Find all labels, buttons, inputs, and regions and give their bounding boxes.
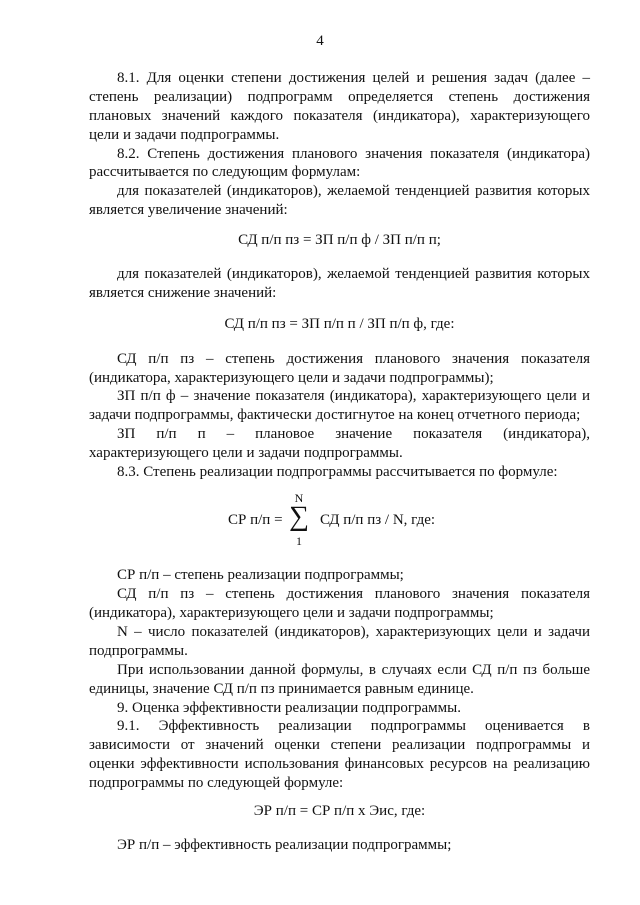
sum-lower-limit: 1 [296, 534, 302, 548]
definition-line: ЗП п/п ф – значение показателя (индикатора), характеризующего цели и [117, 388, 590, 404]
para-8-1-line: степень реализации) подпрограмм определяется степень достижения [89, 89, 590, 105]
para-9-1-line: 9.1. Эффективность реализации подпрограммы оценивается в [117, 718, 590, 734]
definition-line: СР п/п – степень реализации подпрограммы; [117, 567, 404, 583]
para-8-3-line: 8.3. Степень реализации подпрограммы рассчитывается по формуле: [117, 464, 558, 480]
definition-line: ЭР п/п – эффективность реализации подпрограммы; [117, 837, 452, 853]
definition-line: подпрограммы. [89, 643, 188, 659]
definition-line: ЗП п/п п – плановое значение показателя (индикатора), [117, 426, 590, 442]
para-8-1-line: плановых значений каждого показателя (индикатора), характеризующего [89, 108, 590, 124]
para-8-2-line: 8.2. Степень достижения планового значения показателя (индикатора) [117, 146, 590, 162]
para-increase-line: для показателей (индикаторов), желаемой тенденцией развития которых [117, 183, 590, 199]
para-8-2-line: рассчитывается по следующим формулам: [89, 164, 361, 180]
sum-upper-limit: N [294, 491, 304, 505]
definition-line: СД п/п пз – степень достижения планового значения показателя [117, 586, 590, 602]
para-9-1-line: подпрограммы по следующей формуле: [89, 775, 344, 791]
formula-increase: СД п/п пз = ЗП п/п ф / ЗП п/п п; [238, 232, 441, 248]
note-line: единицы, значение СД п/п пз принимается равным единице. [89, 681, 474, 697]
para-8-1-line: 8.1. Для оценки степени достижения целей и решения задач (далее – [117, 70, 590, 86]
definition-line: СД п/п пз – степень достижения планового значения показателя [117, 351, 590, 367]
definition-line: (индикатора, характеризующего цели и задачи подпрограммы); [89, 370, 494, 386]
formula-efficiency: ЭР п/п = СР п/п х Эис, где: [253, 803, 426, 819]
sum-formula-right: СД п/п пз / N, где: [320, 512, 436, 528]
definition-line: задачи подпрограммы, фактически достигнутое на конец отчетного периода; [89, 407, 581, 423]
section-9-heading: 9. Оценка эффективности реализации подпрограммы. [117, 700, 461, 716]
para-9-1-line: зависимости от значений оценки степени реализации подпрограммы и [89, 737, 590, 753]
formula-decrease: СД п/п пз = ЗП п/п п / ЗП п/п ф, где: [224, 316, 455, 332]
sum-sigma: ∑ [289, 501, 309, 532]
sum-formula-left: СР п/п = [228, 512, 283, 528]
definition-line: (индикатора), характеризующего цели и задачи подпрограммы; [89, 605, 494, 621]
para-decrease-line: является снижение значений: [89, 285, 277, 301]
para-decrease-line: для показателей (индикаторов), желаемой тенденцией развития которых [117, 266, 590, 282]
page-number: 4 [316, 33, 324, 49]
para-9-1-line: оценки эффективности использования финансовых ресурсов на реализацию [89, 756, 590, 772]
note-line: При использовании данной формулы, в случаях если СД п/п пз больше [117, 662, 590, 678]
para-8-1-line: цели и задачи подпрограммы. [89, 127, 280, 143]
definition-line: характеризующего цели и задачи подпрограммы. [89, 445, 403, 461]
definition-line: N – число показателей (индикаторов), характеризующих цели и задачи [117, 624, 590, 640]
para-increase-line: является увеличение значений: [89, 202, 288, 218]
